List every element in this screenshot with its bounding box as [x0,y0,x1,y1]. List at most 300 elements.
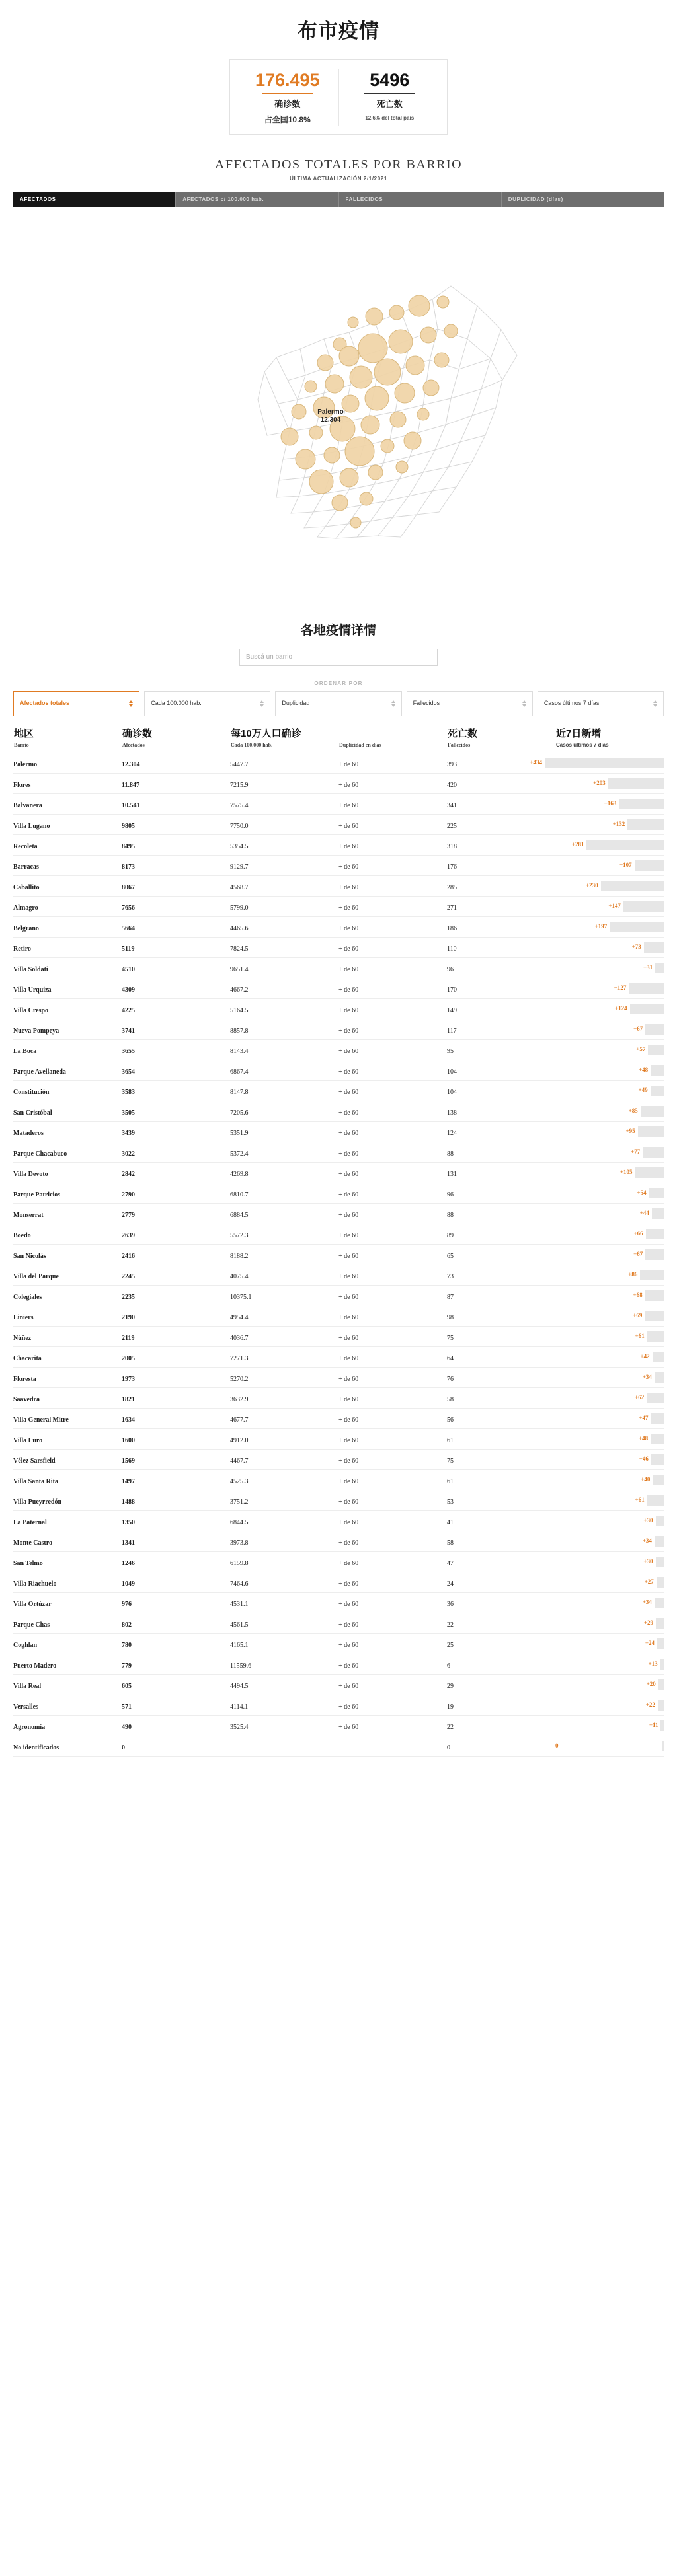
last7-bar-cell [555,1270,664,1280]
cell-last7 [555,1572,664,1593]
last7-value: +49 [638,1087,648,1094]
cell-dup: + de 60 [338,1163,447,1183]
cases-value: 176.495 [255,70,320,90]
cell-afectados: 2416 [122,1245,230,1265]
cell-fall: 149 [447,999,555,1019]
map-bubble[interactable] [350,366,372,388]
table-row[interactable] [13,1060,664,1081]
map-bubble[interactable] [324,447,340,463]
cell-fall: 75 [447,1450,555,1470]
last7-bar-cell [555,1126,664,1137]
cell-dup: + de 60 [338,1265,447,1286]
cell-last7 [555,978,664,999]
table-row[interactable] [13,1224,664,1245]
last7-bar-cell [555,1147,664,1158]
cell-barrio: Villa Lugano [13,815,122,835]
cell-last7 [555,999,664,1019]
cell-afectados: 605 [122,1675,230,1695]
cell-cada: 6884.5 [230,1204,338,1224]
table-row[interactable] [13,835,664,856]
cell-last7 [555,1163,664,1183]
cell-barrio: Villa Devoto [13,1163,122,1183]
cell-barrio: Flores [13,774,122,794]
last7-bar [651,1065,664,1076]
barrio-map[interactable] [107,207,570,577]
cell-cada: 11559.6 [230,1654,338,1675]
table-row[interactable] [13,1572,664,1593]
table-row[interactable] [13,1613,664,1634]
table-row[interactable] [13,1019,664,1040]
table-header-es-cell: Casos últimos 7 días [555,741,664,753]
table-row[interactable] [13,1552,664,1572]
cell-afectados: 1569 [122,1450,230,1470]
map-bubble[interactable] [339,346,359,366]
cell-cada: 4667.2 [230,978,338,999]
cell-barrio: Parque Patricios [13,1183,122,1204]
sort-button-label: Fallecidos [413,700,440,707]
map-bubble[interactable] [365,386,389,410]
table-row[interactable] [13,1347,664,1368]
table-row[interactable] [13,1286,664,1306]
table-row[interactable] [13,1101,664,1122]
map-bubble[interactable] [345,437,374,466]
map-bubble[interactable] [330,416,355,441]
map-bubble[interactable] [317,355,333,371]
last7-value: +34 [642,1599,652,1606]
cell-dup: + de 60 [338,1245,447,1265]
map-bubble[interactable] [366,308,383,325]
map-bubble[interactable] [361,416,379,434]
cell-cada: 8857.8 [230,1019,338,1040]
map-bubble[interactable] [325,375,344,393]
cell-dup: + de 60 [338,1286,447,1306]
table-row[interactable] [13,999,664,1019]
cell-fall: 318 [447,835,555,856]
last7-bar [623,901,664,912]
cell-fall: 110 [447,938,555,958]
sort-button-label: Casos últimos 7 días [543,700,600,707]
cell-cada: 4954.4 [230,1306,338,1327]
last7-value: +57 [636,1046,646,1053]
table-row[interactable] [13,1265,664,1286]
table-header-es-cell: Barrio [13,741,122,753]
cell-barrio: Villa del Parque [13,1265,122,1286]
table-row[interactable] [13,856,664,876]
last7-bar-cell [530,758,664,768]
cell-cada: 7464.6 [230,1572,338,1593]
barrios-table [13,725,664,1757]
last7-bar [648,1045,664,1055]
cell-last7 [555,1142,664,1163]
map-container [13,207,664,616]
cell-cada: 7750.0 [230,815,338,835]
cell-cada: 9651.4 [230,958,338,978]
table-row[interactable] [13,1593,664,1613]
cell-cada: 4465.6 [230,917,338,938]
cell-barrio: Villa Soldati [13,958,122,978]
cell-last7 [555,835,664,856]
cell-cada: 4075.4 [230,1265,338,1286]
last7-bar [601,881,664,891]
cell-cada: 4677.7 [230,1409,338,1429]
cell-fall: 41 [447,1511,555,1531]
table-row[interactable] [13,1429,664,1450]
last7-bar-cell [555,1208,664,1219]
last7-value: 0 [555,1742,559,1749]
last7-bar [651,1454,664,1465]
table-row[interactable] [13,1634,664,1654]
cell-fall: 25 [447,1634,555,1654]
map-bubble[interactable] [342,395,359,412]
map-bubble[interactable] [404,432,421,449]
last7-bar-cell [555,1577,664,1588]
last7-bar-cell [555,922,664,932]
cell-cada: 5572.3 [230,1224,338,1245]
cell-last7 [555,1429,664,1450]
table-row[interactable] [13,1183,664,1204]
map-bubble[interactable] [437,296,449,308]
table-row[interactable] [13,1388,664,1409]
last7-bar-cell [555,1638,664,1649]
tab-0[interactable]: AFECTADOS [13,192,176,207]
cell-dup: + de 60 [338,753,447,774]
cell-dup: + de 60 [338,1634,447,1654]
last7-bar-cell [555,1188,664,1198]
table-row[interactable] [13,876,664,897]
map-bubble[interactable] [296,449,315,469]
sort-button-label: Duplicidad [282,700,310,707]
table-row[interactable] [13,1081,664,1101]
cell-afectados: 976 [122,1593,230,1613]
cell-last7 [555,1245,664,1265]
cell-last7 [555,1060,664,1081]
map-bubble[interactable] [281,428,298,445]
table-row[interactable] [13,1736,664,1757]
table-row[interactable] [13,917,664,938]
table-row[interactable] [13,1142,664,1163]
map-bubble[interactable] [358,334,387,363]
last7-bar [630,1004,664,1014]
table-row[interactable] [13,978,664,999]
last7-value: +24 [645,1640,655,1647]
summary-stats-card [229,59,448,135]
table-row[interactable] [13,1531,664,1552]
table-row[interactable] [13,897,664,917]
cell-cada: 5372.4 [230,1142,338,1163]
last7-value: +86 [628,1271,638,1278]
table-row[interactable] [13,1695,664,1716]
cell-barrio: Belgrano [13,917,122,938]
cell-dup: + de 60 [338,1552,447,1572]
cell-fall: 53 [447,1490,555,1511]
cell-dup: + de 60 [338,1204,447,1224]
cell-cada: 10375.1 [230,1286,338,1306]
last7-bar-cell [555,963,664,973]
cell-barrio: Saavedra [13,1388,122,1409]
cell-afectados: 1341 [122,1531,230,1552]
sort-by-label: ORDENAR POR [314,680,363,686]
cell-last7 [555,1327,664,1347]
map-bubble[interactable] [313,397,335,418]
cell-afectados: 4309 [122,978,230,999]
sort-button-1[interactable] [144,691,270,716]
cell-last7 [555,1531,664,1552]
table-row[interactable] [13,1716,664,1736]
cell-afectados: 3654 [122,1060,230,1081]
last7-bar [645,1249,664,1260]
last7-bar [640,1270,664,1280]
sort-button-0[interactable] [13,691,139,716]
cell-cada: 5270.2 [230,1368,338,1388]
cell-cada: 9129.7 [230,856,338,876]
last7-bar-cell [555,819,664,830]
cell-cada: 3632.9 [230,1388,338,1409]
cell-last7 [555,1613,664,1634]
map-metric-tabs [13,192,664,207]
table-header-cn-cell: 近7日新增 [556,727,602,739]
table-body [13,753,664,1757]
cell-fall: 75 [447,1327,555,1347]
last7-bar [644,942,664,953]
cell-dup: + de 60 [338,774,447,794]
table-header-cn [13,725,664,741]
last7-value: +69 [633,1312,643,1319]
sort-arrows-icon [391,700,395,707]
cell-afectados: 3439 [122,1122,230,1142]
last7-bar [647,1331,664,1342]
last7-bar [658,1679,664,1690]
cell-fall: 104 [447,1060,555,1081]
last7-bar [656,1516,664,1526]
table-row[interactable] [13,1450,664,1470]
cell-afectados: 3655 [122,1040,230,1060]
map-bubble[interactable] [389,305,404,320]
last7-value: +147 [608,902,621,910]
cell-cada: 7205.6 [230,1101,338,1122]
cell-last7 [555,1019,664,1040]
table-header-cn-cell: 地区 [14,727,34,739]
cell-barrio: Boedo [13,1224,122,1245]
map-bubble[interactable] [368,465,383,480]
table-row[interactable] [13,1245,664,1265]
tab-2[interactable]: FALLECIDOS [339,192,502,207]
map-bubble[interactable] [409,295,430,316]
cell-fall: 58 [447,1388,555,1409]
table-row[interactable] [13,1470,664,1490]
cell-cada: 8188.2 [230,1245,338,1265]
cell-fall: 341 [447,794,555,815]
sort-button-label: Cada 100.000 hab. [151,700,202,707]
last7-bar [651,1413,664,1424]
cell-afectados: 12.304 [122,753,230,774]
last7-value: +48 [638,1435,649,1442]
last7-bar-cell [555,1229,664,1239]
cell-cada: 7575.4 [230,794,338,815]
sort-button-3[interactable] [407,691,533,716]
last7-bar [652,1208,664,1219]
map-bubble[interactable] [332,495,348,511]
last7-bar [619,799,664,809]
map-bubble[interactable] [309,470,333,494]
cell-cada: 4036.7 [230,1327,338,1347]
last7-value: +34 [642,1537,652,1545]
cell-last7 [555,1347,664,1368]
sort-button-2[interactable] [275,691,401,716]
last7-bar-cell [555,1720,664,1731]
cell-dup: + de 60 [338,856,447,876]
cell-fall: 420 [447,774,555,794]
cell-dup: + de 60 [338,1695,447,1716]
cell-fall: 96 [447,958,555,978]
table-row[interactable] [13,1327,664,1347]
cell-fall: 0 [447,1736,555,1757]
map-bubble[interactable] [389,330,413,353]
cell-fall: 6 [447,1654,555,1675]
last7-value: +40 [641,1476,651,1483]
table-row[interactable] [13,1368,664,1388]
tab-3[interactable]: DUPLICIDAD (días) [502,192,664,207]
map-bubble[interactable] [348,317,358,328]
cell-last7 [555,1265,664,1286]
table-row[interactable] [13,794,664,815]
map-bubble[interactable] [395,383,415,403]
map-bubble[interactable] [360,492,373,505]
cell-dup: + de 60 [338,1081,447,1101]
last7-bar-cell [555,1004,664,1014]
map-bubble[interactable] [444,324,458,338]
cell-barrio: Vélez Sarsfield [13,1450,122,1470]
search-input[interactable] [239,649,438,666]
last7-value: +62 [635,1394,645,1401]
cell-cada: 4561.5 [230,1613,338,1634]
map-bubble[interactable] [340,468,358,487]
cell-last7 [555,897,664,917]
sort-button-4[interactable] [538,691,664,716]
map-bubble[interactable] [292,404,306,419]
last7-bar [656,1557,664,1567]
table-row[interactable] [13,1490,664,1511]
table-row[interactable] [13,1654,664,1675]
cell-dup: + de 60 [338,1654,447,1675]
last7-value: +124 [614,1005,627,1012]
cell-last7 [555,1101,664,1122]
cell-dup: + de 60 [338,794,447,815]
map-bubble[interactable] [309,426,323,439]
last7-bar [647,1393,664,1403]
cell-fall: 138 [447,1101,555,1122]
cell-dup: + de 60 [338,876,447,897]
detail-section-title: 各地疫情详情 [300,623,376,638]
last7-bar-cell [555,1475,664,1485]
cell-afectados: 1821 [122,1388,230,1409]
last7-bar-cell [555,1536,664,1547]
cell-cada: - [230,1736,338,1757]
cell-afectados: 3505 [122,1101,230,1122]
cell-barrio: Versalles [13,1695,122,1716]
cell-last7 [555,794,664,815]
cell-barrio: Retiro [13,938,122,958]
table-row[interactable] [13,1511,664,1531]
last7-bar-cell [555,1393,664,1403]
map-bubble[interactable] [381,439,394,453]
cell-dup: + de 60 [338,1183,447,1204]
table-row[interactable] [13,958,664,978]
table-row[interactable] [13,774,664,794]
table-row[interactable] [13,753,664,774]
table-row[interactable] [13,1204,664,1224]
last7-bar-cell [555,778,664,789]
last7-bar [627,819,664,830]
last7-bar-cell [555,799,664,809]
map-bubble[interactable] [420,327,436,343]
map-bubble[interactable] [374,359,401,385]
map-bubble[interactable] [390,412,406,427]
table-row[interactable] [13,1409,664,1429]
cell-dup: - [338,1736,447,1757]
tab-1[interactable]: AFECTADOS c/ 100.000 hab. [176,192,338,207]
table-row[interactable] [13,1122,664,1142]
table-header-es [13,741,664,753]
cell-last7 [555,1675,664,1695]
map-bubble[interactable] [396,461,408,473]
cell-fall: 98 [447,1306,555,1327]
cell-barrio: Palermo [13,753,122,774]
table-row[interactable] [13,1163,664,1183]
cell-cada: 5799.0 [230,897,338,917]
last7-bar-cell [555,1352,664,1362]
cell-barrio: Villa Crespo [13,999,122,1019]
cell-barrio: Floresta [13,1368,122,1388]
cell-fall: 88 [447,1142,555,1163]
map-bubble[interactable] [406,356,424,375]
map-bubble[interactable] [305,381,317,392]
map-section-title: AFECTADOS TOTALES POR BARRIO [214,157,463,172]
table-row[interactable] [13,1040,664,1060]
cell-last7 [555,774,664,794]
last7-bar-cell [555,1741,664,1751]
map-bubble[interactable] [423,380,439,396]
last7-bar [655,963,664,973]
table-row[interactable] [13,1306,664,1327]
cell-last7 [555,1654,664,1675]
cell-dup: + de 60 [338,999,447,1019]
table-row[interactable] [13,938,664,958]
cell-last7 [555,938,664,958]
last7-value: +66 [633,1230,643,1237]
cell-last7 [555,1388,664,1409]
last7-bar [645,1290,664,1301]
table-row[interactable] [13,1675,664,1695]
last7-value: +68 [633,1292,643,1299]
table-header-cn-cell: 每10万人口确诊 [231,727,301,739]
cell-cada: 4912.0 [230,1429,338,1450]
map-bubble[interactable] [434,353,449,367]
last-updated-label: ÚLTIMA ACTUALIZACIÓN 2/1/2021 [290,175,387,182]
map-bubble[interactable] [350,517,361,528]
cell-afectados: 8495 [122,835,230,856]
last7-bar [655,1598,664,1608]
sort-arrows-icon [522,700,526,707]
table-row[interactable] [13,815,664,835]
map-bubble[interactable] [417,408,429,420]
last7-bar [545,758,664,768]
cell-barrio: Mataderos [13,1122,122,1142]
cell-cada: 5447.7 [230,753,338,774]
cell-cada: 6867.4 [230,1060,338,1081]
last7-bar-cell [555,1700,664,1711]
last7-bar-cell [555,1557,664,1567]
last7-bar-cell [555,1679,664,1690]
